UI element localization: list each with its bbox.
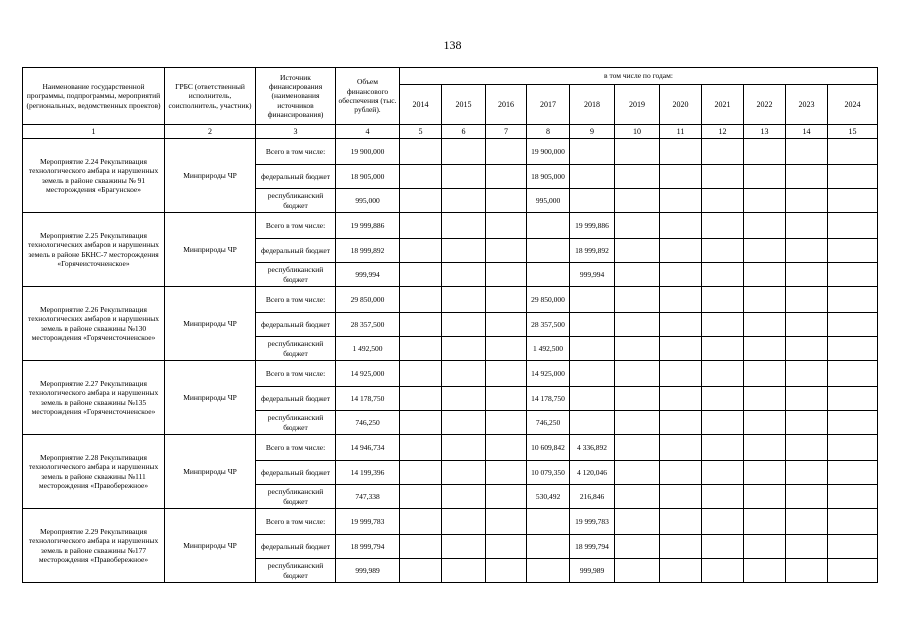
amount-cell: 747,338 <box>336 485 400 509</box>
source-label: Всего в том числе: <box>256 139 336 165</box>
year-2023-cell <box>786 535 828 559</box>
year-2015-cell <box>442 189 486 213</box>
year-2015-cell <box>442 387 486 411</box>
year-2015-cell <box>442 535 486 559</box>
year-2021-cell <box>702 287 744 313</box>
year-2023-cell <box>786 435 828 461</box>
year-2018-cell <box>570 313 615 337</box>
year-2019-cell <box>615 189 660 213</box>
year-2023-cell <box>786 361 828 387</box>
year-2016-cell <box>486 337 527 361</box>
year-2024-cell <box>828 387 878 411</box>
year-2023-cell <box>786 287 828 313</box>
source-label: республиканский бюджет <box>256 485 336 509</box>
year-2017-cell <box>527 213 570 239</box>
header-years-caption: в том числе по годам: <box>400 68 878 85</box>
column-number: 13 <box>744 125 786 139</box>
year-2020-cell <box>660 165 702 189</box>
source-label: Всего в том числе: <box>256 287 336 313</box>
header-program: Наименование государственной программы, подпрограммы, мероприятий (региональных, ведомственных проектов) <box>23 68 165 125</box>
year-2024-cell <box>828 239 878 263</box>
year-2016-cell <box>486 485 527 509</box>
year-2017-cell <box>527 239 570 263</box>
year-2020-cell <box>660 461 702 485</box>
year-2019-cell <box>615 263 660 287</box>
year-2020-cell <box>660 509 702 535</box>
year-2014-cell <box>400 361 442 387</box>
year-2017-cell: 995,000 <box>527 189 570 213</box>
year-2023-cell <box>786 165 828 189</box>
column-number: 4 <box>336 125 400 139</box>
year-2022-cell <box>744 411 786 435</box>
year-header-2017: 2017 <box>527 85 570 125</box>
year-2018-cell: 999,994 <box>570 263 615 287</box>
year-2017-cell: 14 925,000 <box>527 361 570 387</box>
year-2014-cell <box>400 559 442 583</box>
source-label: республиканский бюджет <box>256 263 336 287</box>
year-2024-cell <box>828 189 878 213</box>
year-2021-cell <box>702 535 744 559</box>
year-2024-cell <box>828 213 878 239</box>
year-2024-cell <box>828 559 878 583</box>
year-2021-cell <box>702 509 744 535</box>
year-2020-cell <box>660 213 702 239</box>
year-2020-cell <box>660 263 702 287</box>
year-2019-cell <box>615 337 660 361</box>
year-2017-cell: 29 850,000 <box>527 287 570 313</box>
year-2022-cell <box>744 239 786 263</box>
year-2016-cell <box>486 411 527 435</box>
year-2021-cell <box>702 485 744 509</box>
measure-grbs: Минприроды ЧР <box>165 435 256 509</box>
year-2016-cell <box>486 287 527 313</box>
year-2019-cell <box>615 485 660 509</box>
year-2014-cell <box>400 411 442 435</box>
year-2015-cell <box>442 239 486 263</box>
year-header-2020: 2020 <box>660 85 702 125</box>
year-2021-cell <box>702 165 744 189</box>
amount-cell: 1 492,500 <box>336 337 400 361</box>
year-2014-cell <box>400 287 442 313</box>
year-2022-cell <box>744 485 786 509</box>
amount-cell: 14 199,396 <box>336 461 400 485</box>
source-label: федеральный бюджет <box>256 165 336 189</box>
year-2020-cell <box>660 239 702 263</box>
year-2014-cell <box>400 213 442 239</box>
year-header-2022: 2022 <box>744 85 786 125</box>
table-row <box>23 435 878 461</box>
year-2024-cell <box>828 461 878 485</box>
year-2017-cell: 1 492,500 <box>527 337 570 361</box>
column-number: 14 <box>786 125 828 139</box>
year-2018-cell <box>570 287 615 313</box>
column-numbers-row <box>23 125 878 139</box>
year-2024-cell <box>828 411 878 435</box>
year-2022-cell <box>744 287 786 313</box>
measure-grbs: Минприроды ЧР <box>165 139 256 213</box>
source-label: федеральный бюджет <box>256 535 336 559</box>
measure-name: Мероприятие 2.25 Рекультивация технологических амбаров и нарушенных земель в районе БКНС-7 месторождения «Горячеисточненское» <box>23 213 165 287</box>
year-2023-cell <box>786 313 828 337</box>
year-2022-cell <box>744 461 786 485</box>
year-2014-cell <box>400 337 442 361</box>
year-2019-cell <box>615 461 660 485</box>
measure-name: Мероприятие 2.27 Рекультивация технологического амбара и нарушенных земель в районе скважины №135 месторождения «Горячеисточненское» <box>23 361 165 435</box>
year-2016-cell <box>486 509 527 535</box>
year-2015-cell <box>442 337 486 361</box>
year-2016-cell <box>486 535 527 559</box>
year-2015-cell <box>442 165 486 189</box>
header-source: Источник финансирования (наименования источников финансирования) <box>256 68 336 125</box>
column-number: 6 <box>442 125 486 139</box>
year-2024-cell <box>828 485 878 509</box>
year-2023-cell <box>786 239 828 263</box>
year-2016-cell <box>486 239 527 263</box>
year-2017-cell: 14 178,750 <box>527 387 570 411</box>
amount-cell: 19 900,000 <box>336 139 400 165</box>
year-2018-cell: 18 999,794 <box>570 535 615 559</box>
year-2018-cell: 18 999,892 <box>570 239 615 263</box>
year-2023-cell <box>786 337 828 361</box>
year-2017-cell: 10 609,842 <box>527 435 570 461</box>
year-2017-cell: 28 357,500 <box>527 313 570 337</box>
column-number: 3 <box>256 125 336 139</box>
year-2014-cell <box>400 485 442 509</box>
source-label: Всего в том числе: <box>256 509 336 535</box>
year-2024-cell <box>828 535 878 559</box>
year-2014-cell <box>400 509 442 535</box>
year-2021-cell <box>702 263 744 287</box>
measure-name: Мероприятие 2.26 Рекультивация технологических амбаров и нарушенных земель в районе скважины №130 месторождения «Горячеисточненское» <box>23 287 165 361</box>
header-volume: Объем финансового обеспечения (тыс. рублей). <box>336 68 400 125</box>
year-2014-cell <box>400 139 442 165</box>
year-2019-cell <box>615 213 660 239</box>
amount-cell: 18 905,000 <box>336 165 400 189</box>
year-2019-cell <box>615 165 660 189</box>
year-2019-cell <box>615 313 660 337</box>
source-label: Всего в том числе: <box>256 435 336 461</box>
year-2018-cell <box>570 139 615 165</box>
table-row <box>23 361 878 387</box>
year-2019-cell <box>615 361 660 387</box>
amount-cell: 14 946,734 <box>336 435 400 461</box>
year-header-2021: 2021 <box>702 85 744 125</box>
year-2015-cell <box>442 509 486 535</box>
year-2022-cell <box>744 509 786 535</box>
amount-cell: 19 999,783 <box>336 509 400 535</box>
year-2014-cell <box>400 435 442 461</box>
measure-grbs: Минприроды ЧР <box>165 509 256 583</box>
year-2015-cell <box>442 461 486 485</box>
year-2019-cell <box>615 535 660 559</box>
year-2021-cell <box>702 435 744 461</box>
column-number: 2 <box>165 125 256 139</box>
year-2022-cell <box>744 535 786 559</box>
year-2016-cell <box>486 139 527 165</box>
amount-cell: 995,000 <box>336 189 400 213</box>
year-2017-cell <box>527 535 570 559</box>
year-2024-cell <box>828 263 878 287</box>
table-row <box>23 287 878 313</box>
year-2020-cell <box>660 337 702 361</box>
year-2015-cell <box>442 139 486 165</box>
year-2017-cell: 18 905,000 <box>527 165 570 189</box>
amount-cell: 18 999,794 <box>336 535 400 559</box>
table-body <box>23 68 878 583</box>
year-2018-cell <box>570 387 615 411</box>
year-2016-cell <box>486 387 527 411</box>
year-header-2023: 2023 <box>786 85 828 125</box>
source-label: федеральный бюджет <box>256 387 336 411</box>
year-2014-cell <box>400 189 442 213</box>
year-2018-cell: 4 336,892 <box>570 435 615 461</box>
year-2016-cell <box>486 361 527 387</box>
year-2021-cell <box>702 213 744 239</box>
year-2022-cell <box>744 387 786 411</box>
year-2014-cell <box>400 387 442 411</box>
year-2020-cell <box>660 485 702 509</box>
year-2019-cell <box>615 509 660 535</box>
measure-grbs: Минприроды ЧР <box>165 361 256 435</box>
amount-cell: 14 178,750 <box>336 387 400 411</box>
year-2019-cell <box>615 559 660 583</box>
year-2018-cell: 19 999,886 <box>570 213 615 239</box>
year-2018-cell: 19 999,783 <box>570 509 615 535</box>
year-2023-cell <box>786 139 828 165</box>
year-2021-cell <box>702 411 744 435</box>
year-2016-cell <box>486 165 527 189</box>
year-2021-cell <box>702 239 744 263</box>
year-2024-cell <box>828 139 878 165</box>
year-2020-cell <box>660 287 702 313</box>
year-2018-cell <box>570 337 615 361</box>
year-header-2016: 2016 <box>486 85 527 125</box>
year-2019-cell <box>615 411 660 435</box>
column-number: 15 <box>828 125 878 139</box>
measure-grbs: Минприроды ЧР <box>165 287 256 361</box>
year-2019-cell <box>615 239 660 263</box>
year-header-2015: 2015 <box>442 85 486 125</box>
year-2022-cell <box>744 435 786 461</box>
year-2023-cell <box>786 559 828 583</box>
year-2024-cell <box>828 337 878 361</box>
column-number: 5 <box>400 125 442 139</box>
column-number: 8 <box>527 125 570 139</box>
year-2022-cell <box>744 337 786 361</box>
column-number: 9 <box>570 125 615 139</box>
table-row <box>23 139 878 165</box>
column-number: 12 <box>702 125 744 139</box>
column-number: 1 <box>23 125 165 139</box>
year-2022-cell <box>744 213 786 239</box>
year-2023-cell <box>786 485 828 509</box>
year-2015-cell <box>442 485 486 509</box>
year-2024-cell <box>828 435 878 461</box>
year-2022-cell <box>744 361 786 387</box>
year-2024-cell <box>828 361 878 387</box>
year-2023-cell <box>786 461 828 485</box>
year-2017-cell <box>527 263 570 287</box>
year-2016-cell <box>486 435 527 461</box>
year-2021-cell <box>702 461 744 485</box>
year-header-2014: 2014 <box>400 85 442 125</box>
year-2020-cell <box>660 387 702 411</box>
year-2015-cell <box>442 287 486 313</box>
year-2020-cell <box>660 535 702 559</box>
header-grbs: ГРБС (ответственный исполнитель, соисполнитель, участник) <box>165 68 256 125</box>
amount-cell: 999,994 <box>336 263 400 287</box>
year-2014-cell <box>400 461 442 485</box>
year-2018-cell <box>570 189 615 213</box>
year-2018-cell: 999,989 <box>570 559 615 583</box>
year-2020-cell <box>660 361 702 387</box>
year-2019-cell <box>615 435 660 461</box>
year-2017-cell: 746,250 <box>527 411 570 435</box>
year-2018-cell: 216,846 <box>570 485 615 509</box>
year-2023-cell <box>786 213 828 239</box>
year-2018-cell <box>570 165 615 189</box>
year-2017-cell <box>527 509 570 535</box>
year-2016-cell <box>486 263 527 287</box>
table-row <box>23 509 878 535</box>
source-label: республиканский бюджет <box>256 411 336 435</box>
source-label: республиканский бюджет <box>256 559 336 583</box>
year-2021-cell <box>702 387 744 411</box>
year-2020-cell <box>660 435 702 461</box>
year-2018-cell: 4 120,046 <box>570 461 615 485</box>
year-2023-cell <box>786 263 828 287</box>
year-2023-cell <box>786 411 828 435</box>
measure-grbs: Минприроды ЧР <box>165 213 256 287</box>
year-2014-cell <box>400 165 442 189</box>
amount-cell: 18 999,892 <box>336 239 400 263</box>
year-2020-cell <box>660 313 702 337</box>
amount-cell: 28 357,500 <box>336 313 400 337</box>
year-2024-cell <box>828 287 878 313</box>
year-2021-cell <box>702 189 744 213</box>
year-2016-cell <box>486 461 527 485</box>
column-number: 10 <box>615 125 660 139</box>
measure-name: Мероприятие 2.28 Рекультивация технологического амбара и нарушенных земель в районе скважины №111 месторождения «Правобережное» <box>23 435 165 509</box>
year-2024-cell <box>828 509 878 535</box>
year-2017-cell <box>527 559 570 583</box>
year-2021-cell <box>702 139 744 165</box>
year-2022-cell <box>744 165 786 189</box>
year-2022-cell <box>744 189 786 213</box>
measure-name: Мероприятие 2.29 Рекультивация технологического амбара и нарушенных земель в районе скважины №177 месторождения «Правобережное» <box>23 509 165 583</box>
column-number: 11 <box>660 125 702 139</box>
year-2018-cell <box>570 361 615 387</box>
year-2018-cell <box>570 411 615 435</box>
year-2019-cell <box>615 139 660 165</box>
year-2020-cell <box>660 559 702 583</box>
year-2023-cell <box>786 387 828 411</box>
year-2015-cell <box>442 313 486 337</box>
source-label: федеральный бюджет <box>256 313 336 337</box>
source-label: республиканский бюджет <box>256 189 336 213</box>
amount-cell: 19 999,886 <box>336 213 400 239</box>
year-2014-cell <box>400 313 442 337</box>
year-2024-cell <box>828 165 878 189</box>
source-label: федеральный бюджет <box>256 239 336 263</box>
year-2016-cell <box>486 189 527 213</box>
source-label: Всего в том числе: <box>256 213 336 239</box>
year-2015-cell <box>442 361 486 387</box>
year-2019-cell <box>615 287 660 313</box>
amount-cell: 29 850,000 <box>336 287 400 313</box>
year-2021-cell <box>702 313 744 337</box>
year-2020-cell <box>660 139 702 165</box>
column-number: 7 <box>486 125 527 139</box>
year-2014-cell <box>400 239 442 263</box>
amount-cell: 999,989 <box>336 559 400 583</box>
year-2017-cell: 10 079,350 <box>527 461 570 485</box>
financing-table <box>22 67 878 583</box>
year-2020-cell <box>660 411 702 435</box>
year-2015-cell <box>442 559 486 583</box>
year-2015-cell <box>442 411 486 435</box>
year-2020-cell <box>660 189 702 213</box>
year-2017-cell: 19 900,000 <box>527 139 570 165</box>
table-row <box>23 213 878 239</box>
year-2016-cell <box>486 213 527 239</box>
year-header-2024: 2024 <box>828 85 878 125</box>
year-2016-cell <box>486 559 527 583</box>
year-2022-cell <box>744 313 786 337</box>
year-2017-cell: 530,492 <box>527 485 570 509</box>
year-2023-cell <box>786 189 828 213</box>
year-2021-cell <box>702 559 744 583</box>
year-2015-cell <box>442 213 486 239</box>
year-2022-cell <box>744 263 786 287</box>
year-2014-cell <box>400 535 442 559</box>
year-2015-cell <box>442 435 486 461</box>
amount-cell: 14 925,000 <box>336 361 400 387</box>
source-label: республиканский бюджет <box>256 337 336 361</box>
source-label: Всего в том числе: <box>256 361 336 387</box>
header-row <box>23 68 878 85</box>
year-2019-cell <box>615 387 660 411</box>
year-2015-cell <box>442 263 486 287</box>
source-label: федеральный бюджет <box>256 461 336 485</box>
year-2022-cell <box>744 139 786 165</box>
year-2014-cell <box>400 263 442 287</box>
year-2024-cell <box>828 313 878 337</box>
year-header-2019: 2019 <box>615 85 660 125</box>
year-header-2018: 2018 <box>570 85 615 125</box>
page-number: 138 <box>443 38 462 52</box>
year-2023-cell <box>786 509 828 535</box>
year-2021-cell <box>702 337 744 361</box>
amount-cell: 746,250 <box>336 411 400 435</box>
year-2016-cell <box>486 313 527 337</box>
year-2022-cell <box>744 559 786 583</box>
measure-name: Мероприятие 2.24 Рекультивация технологического амбара и нарушенных земель в районе скважины № 91 месторождения «Брагунское» <box>23 139 165 213</box>
year-2021-cell <box>702 361 744 387</box>
